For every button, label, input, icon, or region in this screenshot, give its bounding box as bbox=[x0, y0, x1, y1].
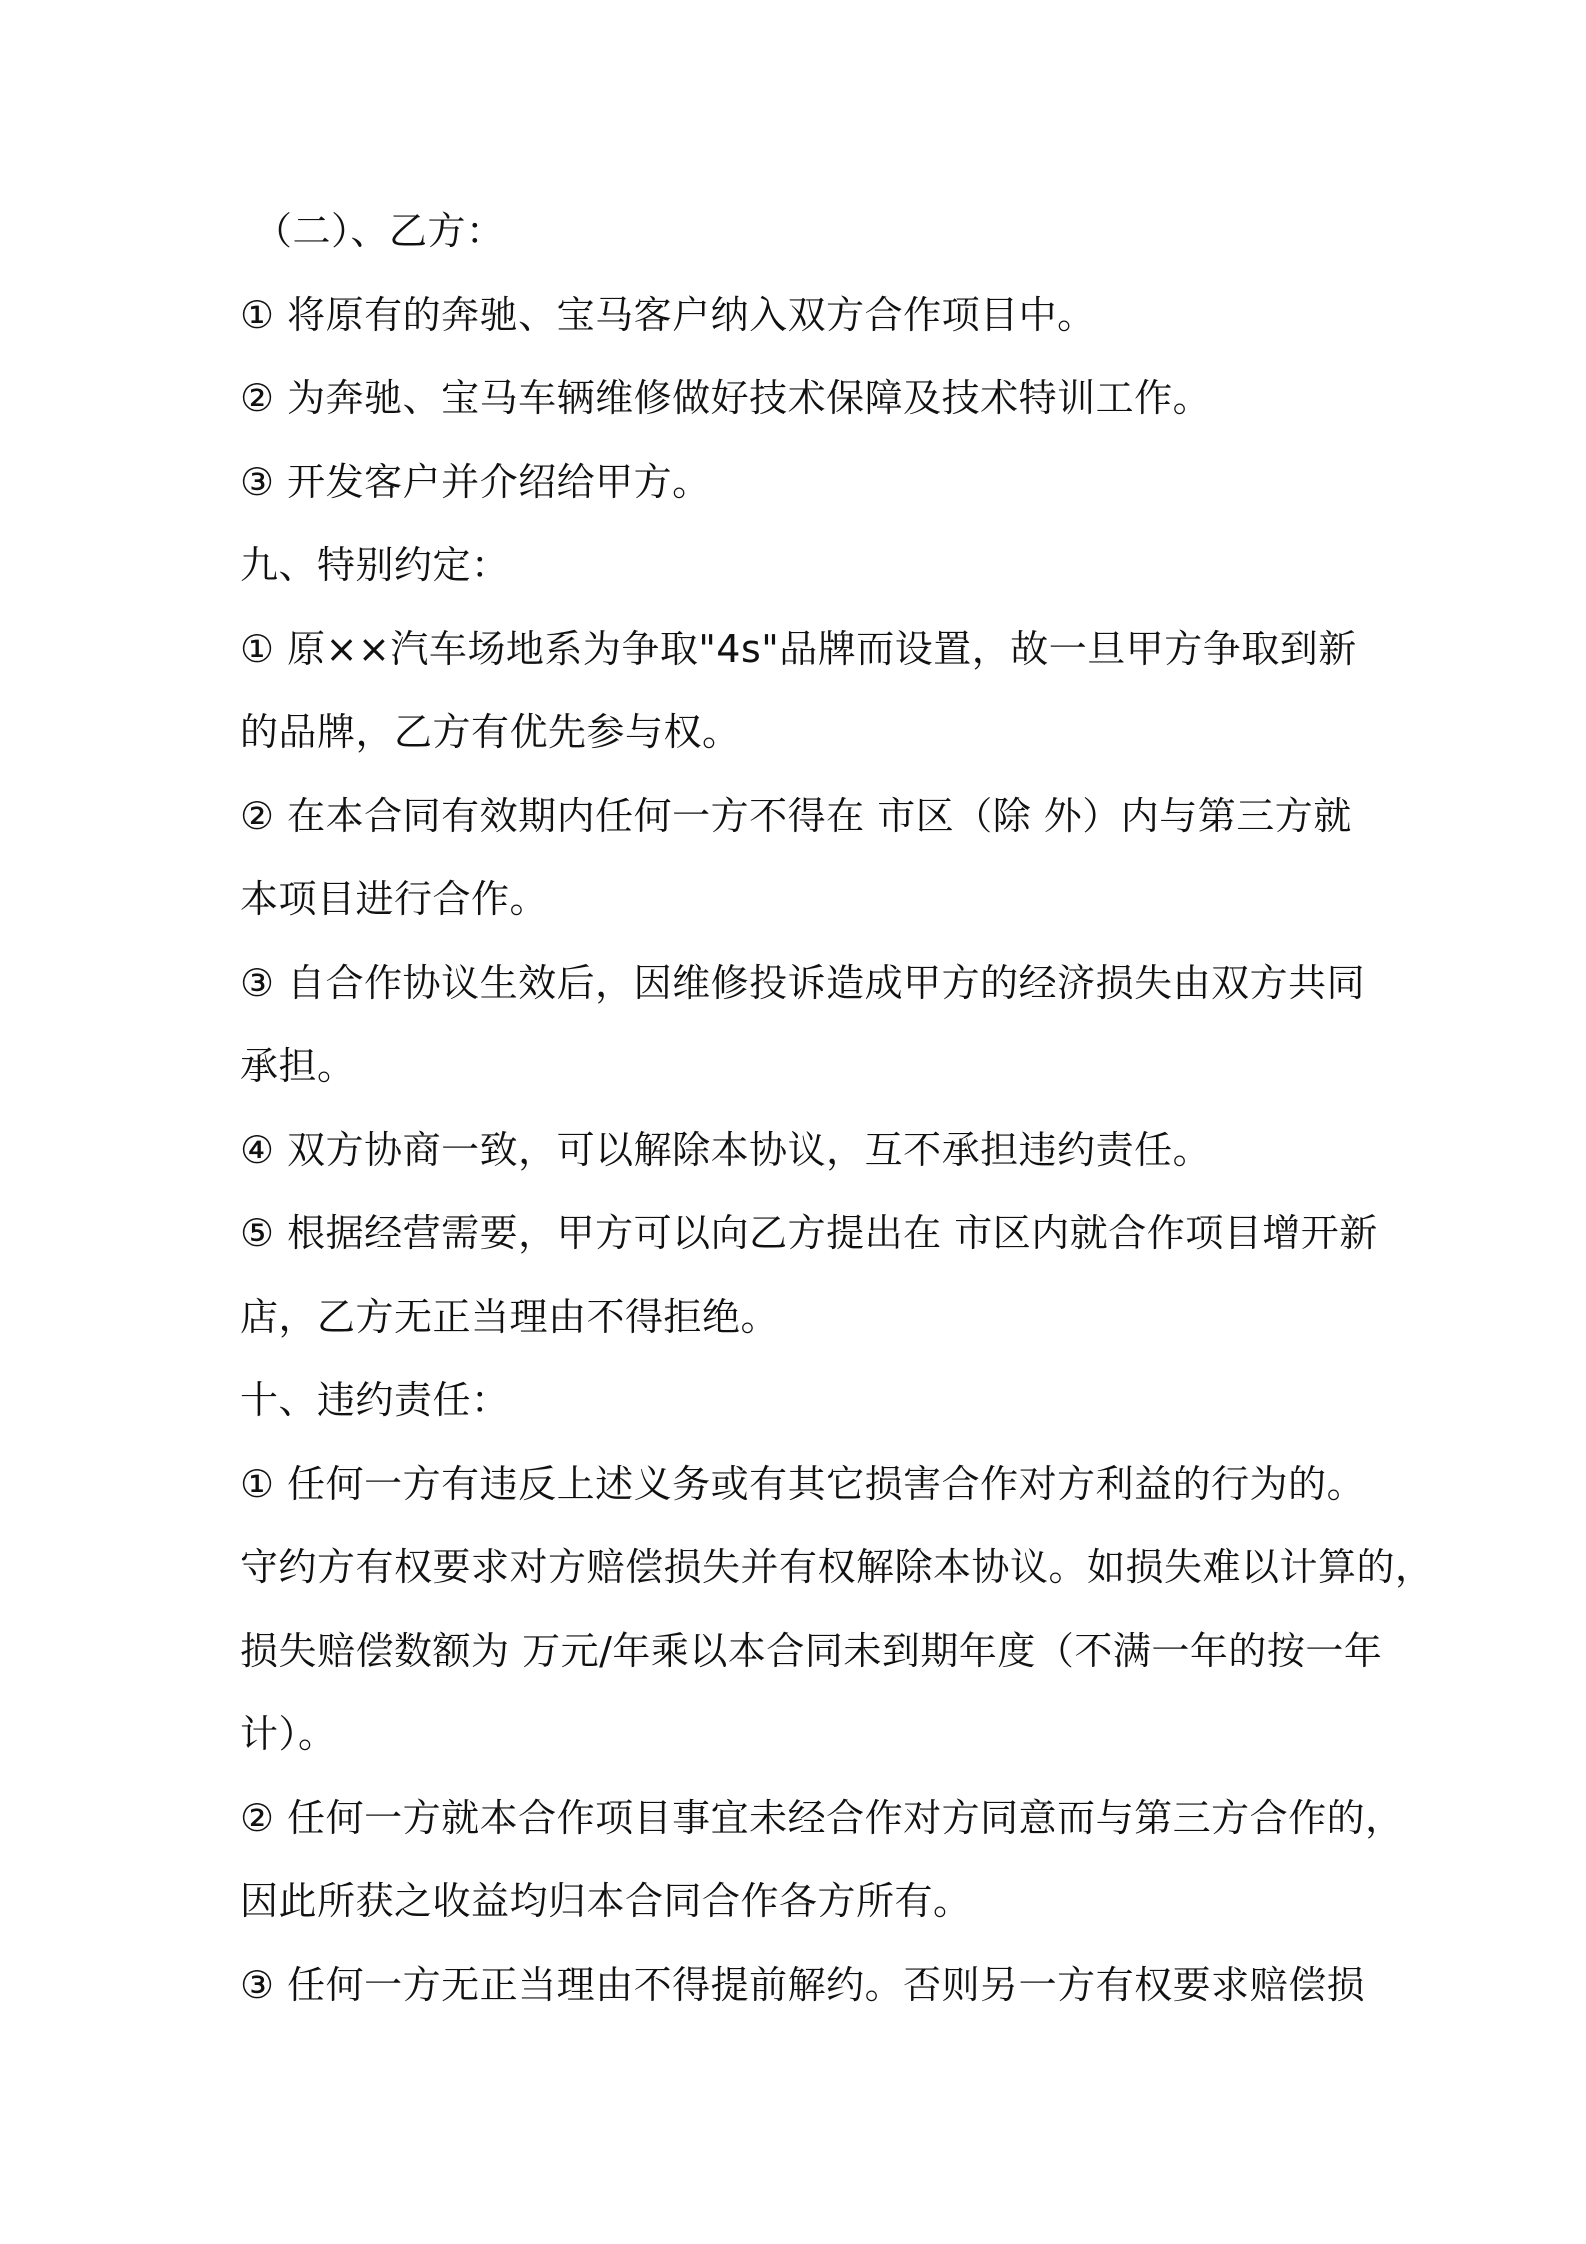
special-terms-item-1-cont: 的品牌，乙方有优先参与权。 bbox=[240, 710, 741, 754]
special-terms-item-2-cont: 本项目进行合作。 bbox=[240, 877, 549, 921]
special-terms-item-5-cont: 店，乙方无正当理由不得拒绝。 bbox=[240, 1294, 780, 1339]
section-heading-special-terms: 九、特别约定： bbox=[240, 543, 510, 587]
party-b-item-2: ② 为奔驰、宝马车辆维修做好技术保障及技术特训工作。 bbox=[240, 376, 1212, 420]
liability-item-3: ③ 任何一方无正当理由不得提前解约。否则另一方有权要求赔偿损 bbox=[240, 1962, 1366, 2007]
special-terms-item-2: ② 在本合同有效期内任何一方不得在 市区（除 外）内与第三方就 bbox=[240, 793, 1352, 838]
party-b-item-1: ① 将原有的奔驰、宝马客户纳入双方合作项目中。 bbox=[240, 292, 1096, 337]
special-terms-item-4: ④ 双方协商一致，可以解除本协议，互不承担违约责任。 bbox=[240, 1127, 1212, 1172]
liability-item-2: ② 任何一方就本合作项目事宜未经合作对方同意而与第三方合作的， bbox=[240, 1795, 1404, 1840]
liability-item-1: ① 任何一方有违反上述义务或有其它损害合作对方利益的行为的。 bbox=[240, 1461, 1366, 1506]
liability-item-1-cont-1: 守约方有权要求对方赔偿损失并有权解除本协议。如损失难以计算的， bbox=[240, 1545, 1434, 1589]
special-terms-item-1: ① 原××汽车场地系为争取"4s"品牌而设置，故一旦甲方争取到新 bbox=[240, 626, 1357, 671]
liability-item-1-cont-2: 损失赔偿数额为 万元/年乘以本合同未到期年度（不满一年的按一年 bbox=[240, 1628, 1383, 1673]
special-terms-item-3-cont: 承担。 bbox=[240, 1044, 356, 1088]
special-terms-item-3: ③ 自合作协议生效后，因维修投诉造成甲方的经济损失由双方共同 bbox=[240, 960, 1366, 1005]
section-heading-liability: 十、违约责任： bbox=[240, 1378, 510, 1422]
section-heading-party-b: （二）、乙方： bbox=[254, 209, 505, 253]
special-terms-item-5: ⑤ 根据经营需要，甲方可以向乙方提出在 市区内就合作项目增开新 bbox=[240, 1211, 1378, 1255]
party-b-item-3: ③ 开发客户并介绍给甲方。 bbox=[240, 459, 711, 504]
document-body bbox=[240, 190, 1434, 2027]
liability-item-1-cont-3: 计）。 bbox=[240, 1712, 337, 1756]
liability-item-2-cont: 因此所获之收益均归本合同合作各方所有。 bbox=[240, 1879, 972, 1923]
